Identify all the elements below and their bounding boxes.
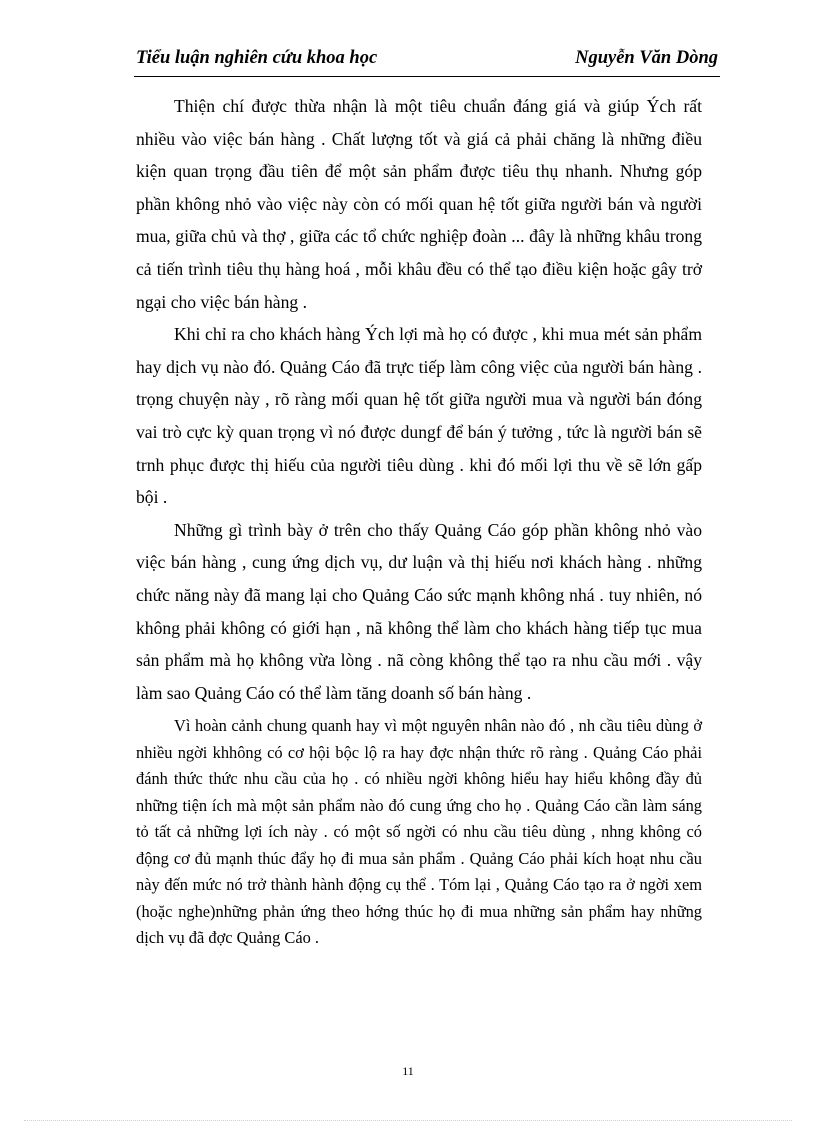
paragraph-3: Những gì trình bày ở trên cho thấy Quảng Cáo góp phần không nhỏ vào việc bán hàng , cung ứng dịch vụ, dư luận và thị hiếu nơi khách hàng . những chức năng này đã mang lại cho Quảng Cáo sức mạnh không nhá . tuy nhiên, nó không phải không có giới hạn , nã không thể làm cho khách hàng tiếp tục mua sản phẩm mà họ không vừa lòng . nã còng không thể tạo ra nhu cầu mới . vậy làm sao Quảng Cáo có thể làm tăng doanh số bán hàng . [136,519,702,703]
page-edge-divider [24,1120,792,1121]
page-header [136,48,718,74]
document-body [136,90,702,952]
page-number: 11 [402,1064,414,1078]
header-title: Tiểu luận nghiên cứu khoa học [136,48,378,68]
paragraph-1: Thiện chí được thừa nhận là một tiêu chuẩn đáng giá và giúp Ých rất nhiều vào việc bán hàng . Chất lượng tốt và giá cả phải chăng là những điều kiện quan trọng đầu tiên để một sản phẩm được tiêu thụ nhanh. Nhưng góp phần không nhỏ vào việc này còn có mối quan hệ tốt giữa người bán và người mua, giữa chủ và thợ , giữa các tổ chức nghiệp đoàn ... đây là những khâu trong cả tiến trình tiêu thụ hàng hoá , mỗi khâu đều có thể tạo điều kiện hoặc gây trở ngại cho việc bán hàng . [136,96,702,312]
header-author: Nguyễn Văn Dòng [575,48,718,68]
paragraph-4: Vì hoàn cảnh chung quanh hay vì một nguyên nhân nào đó , nh cầu tiêu dùng ở nhiều ngời khhông có cơ hội bộc lộ ra hay đợc nhận thức rõ ràng . Quảng Cáo phải đánh thức thức nhu cầu của họ . có nhiều ngời không hiểu hay hiểu không đầy đủ những tiện ích mà một sản phẩm nào đó cung ứng cho họ . Quảng Cáo cần làm sáng tỏ tất cả những lợi ích này . có một số ngời có nhu cầu tiêu dùng , nhng không có động cơ đủ mạnh thúc đẩy họ đi mua sản phẩm . Quảng Cáo phải kích hoạt nhu cầu này đến mức nó trở thành hành động cụ thể . Tóm lại , Quảng Cáo tạo ra ở ngời xem (hoặc nghe)những phản ứng theo hớng thúc họ đi mua những sản phẩm hay những dịch vụ đã đợc Quảng Cáo . [136,716,702,948]
paragraph-2: Khi chỉ ra cho khách hàng Ých lợi mà họ có được , khi mua mét sản phẩm hay dịch vụ nào đó. Quảng Cáo đã trực tiếp làm công việc của người bán hàng . trọng chuyện này , rõ ràng mối quan hệ tốt giữa người mua và người bán đóng vai trò cực kỳ quan trọng vì nó được dungf để bán ý tưởng , tức là người bán sẽ trnh phục được thị hiếu của người tiêu dùng . khi đó mối lợi thu về sẽ lớn gấp bội . [136,324,702,508]
header-rule [134,76,720,77]
